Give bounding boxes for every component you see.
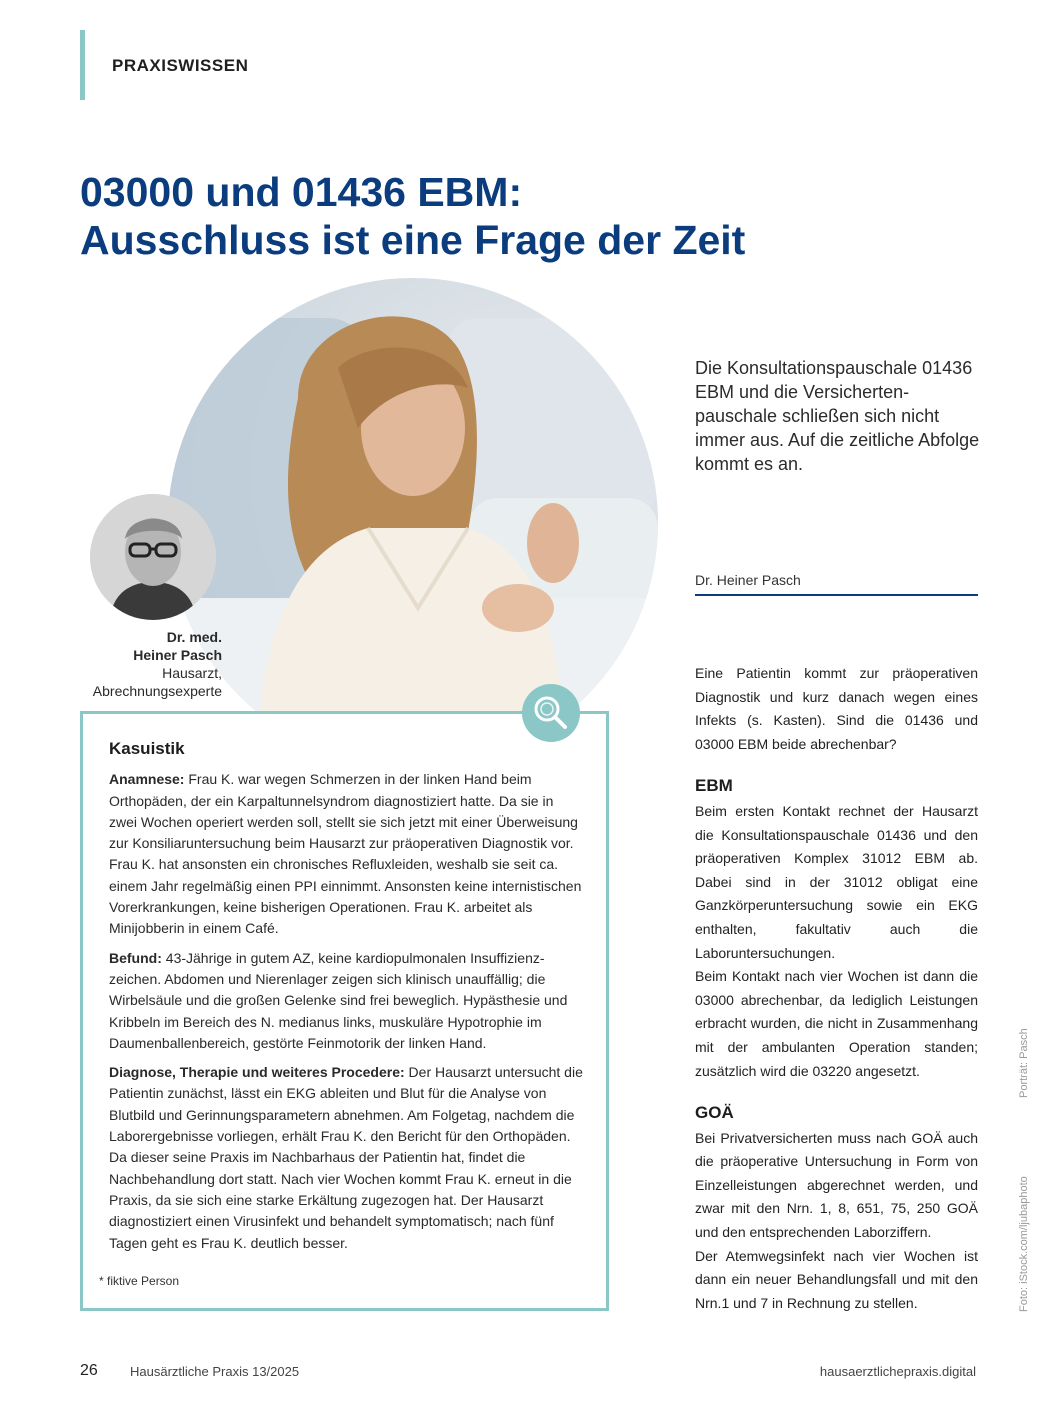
befund-text: 43-Jährige in gutem AZ, keine kardiopulmonalen Insuffizienzzeichen. Abdomen und Nierenlager zeigen sich klinisch unauffällig; die Wirbelsäule und die großen Gelenke sind frei beweglich. Hypästhesie und Kribbeln im Bereich des N. medianus links, muskuläre Hypotrophie im Daumenballenbereich, gestörte Feinmotorik der linken Hand. bbox=[109, 949, 568, 1051]
author-name-line-1: Dr. med. bbox=[166, 629, 222, 645]
befund-paragraph bbox=[109, 948, 583, 1054]
diagnose-label: Diagnose, Therapie und weiteres Procedere: bbox=[109, 1064, 405, 1081]
journal-name: Hausärztliche Praxis 13/2025 bbox=[130, 1364, 300, 1379]
case-box bbox=[80, 711, 609, 1311]
case-box-footnote: * fiktive Person bbox=[99, 1274, 180, 1288]
author-portrait bbox=[90, 494, 216, 620]
article-body bbox=[695, 662, 978, 1315]
author-caption bbox=[60, 628, 222, 700]
byline: Dr. Heiner Pasch bbox=[695, 572, 801, 588]
search-icon bbox=[522, 684, 580, 742]
goae-paragraph-1: Bei Privatversicherten muss nach GOÄ auch die präoperative Untersuchung in Form von Einzelleistungen abgerechnet werden, und zwar mit den Nrn. 1, 8, 651, 75, 250 GOÄ und den entsprechenden Laborziffern. bbox=[695, 1129, 978, 1241]
article-lead: Die Konsultationspauschale 01436 EBM und die Versichertenpauschale schließen sich nicht immer aus. Auf die zeitliche Abfolge kommt es an. bbox=[695, 358, 980, 474]
portrait-credit: Porträt: Pasch bbox=[1018, 1028, 1030, 1098]
goae-paragraph-2: Der Atemwegsinfekt nach vier Wochen ist dann ein neuer Behandlungsfall und mit den Nrn.1 und 7 in Rechnung zu stellen. bbox=[695, 1247, 978, 1311]
article-photo bbox=[168, 278, 658, 768]
diagnose-paragraph bbox=[109, 1062, 583, 1254]
diagnose-text: Der Hausarzt untersucht die Patientin zunächst, lässt ein EKG ableiten und Blut für die Analyse von Blutbild und Gerinnungsparametern abnehmen. Am Folgetag, nachdem die Laborergebnisse vorliegen, erhält Frau K. den Bericht für den Orthopäden. Da dieser seine Praxis im Nachbarhaus der Patientin hat, findet die Nachbehandlung dort statt. Nach vier Wochen kommt Frau K. erneut in die Praxis, da sie sich eine starke Erkältung zugezogen hat. Der Hausarzt diagnostiziert einen Virusinfekt und behandelt symptomatisch; nach fünf Tagen geht es Frau K. deutlich besser. bbox=[109, 1064, 583, 1251]
headline-line-2: Ausschluss ist eine Frage der Zeit bbox=[80, 217, 746, 263]
article-intro: Eine Patientin kommt zur präoperativen Diagnostik und kurz danach wegen eines Infekts (s. Kasten). Sind die 01436 und 03000 EBM beide abrechenbar? bbox=[695, 665, 978, 752]
author-role-line-1: Hausarzt, bbox=[162, 665, 222, 681]
author-role-line-2: Abrechnungsexperte bbox=[92, 683, 222, 699]
ebm-paragraph-1: Beim ersten Kontakt rechnet der Hausarzt die Konsultationspauschale 01436 und den präoperativen Komplex 31012 EBM ab. Dabei sind in der 31012 obligat eine Ganzkörperuntersuchung sowie ein EKG enthalten, fakultativ auch die Laboruntersuchungen. bbox=[695, 802, 978, 961]
section-accent-bar bbox=[80, 30, 85, 100]
befund-label: Befund: bbox=[109, 949, 162, 966]
ebm-heading: EBM bbox=[695, 776, 733, 796]
page-number: 26 bbox=[80, 1362, 98, 1379]
article-headline bbox=[80, 168, 745, 264]
case-box-content bbox=[109, 738, 583, 1262]
case-box-title: Kasuistik bbox=[109, 739, 185, 758]
ebm-paragraph-2: Beim Kontakt nach vier Wochen ist dann die 03000 abrechenbar, da lediglich Leistungen erbracht wurden, die nicht in Zusammenhang mit der ambulanten Operation standen; zusätzlich wird die 03220 angesetzt. bbox=[695, 968, 978, 1079]
byline-divider bbox=[695, 594, 978, 596]
anamnese-label: Anamnese: bbox=[109, 771, 185, 788]
section-label: PRAXISWISSEN bbox=[112, 56, 249, 75]
anamnese-paragraph bbox=[109, 769, 583, 939]
photo-credit: Foto: iStock.com/ljubaphoto bbox=[1018, 1176, 1030, 1312]
author-name-line-2: Heiner Pasch bbox=[133, 647, 222, 663]
anamnese-text: Frau K. war wegen Schmerzen in der linken Hand beim Orthopäden, der ein Karpaltunnelsyndrom diagnostiziert hatte. Da sie in zwei Wochen operiert werden soll, stellt sie sich jetzt mit einer Überweisung zur Konsiliaruntersuchung beim Hausarzt zur präoperativen Diagnostik vor. Frau K. hat ansonsten ein chronisches Refluxleiden, weshalb sie seit ca. einem Jahr regelmäßig einen PPI einnimmt. Ansonsten keine internistischen Vorerkrankungen, keine bisherigen Operationen. Frau K. arbeitet als Minijobberin in einem Café. bbox=[109, 771, 582, 937]
goae-heading: GOÄ bbox=[695, 1103, 734, 1123]
headline-line-1: 03000 und 01436 EBM: bbox=[80, 169, 523, 215]
website-link[interactable]: hausaerztlichepraxis.digital bbox=[819, 1364, 976, 1379]
